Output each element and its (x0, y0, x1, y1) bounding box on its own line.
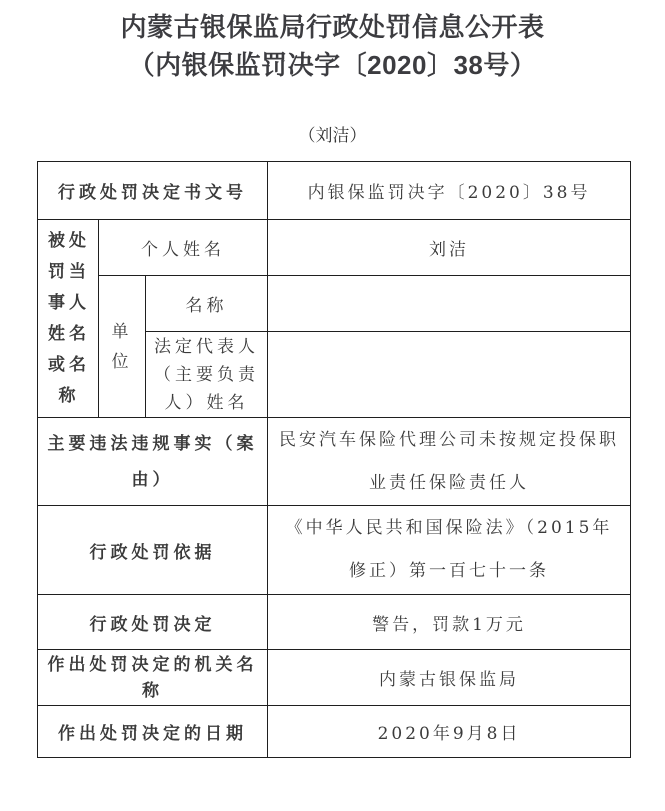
unit-label (99, 276, 146, 418)
decision-authority-value: 内蒙古银保监局 (268, 650, 631, 706)
unit-label-text: 单位 (111, 321, 133, 372)
decision-date-value: 2020年9月8日 (268, 706, 631, 758)
punished-party-label (38, 220, 99, 418)
unit-name-value (268, 276, 631, 332)
penalty-basis-value: 《中华人民共和国保险法》（2015年修正）第一百七十一条 (268, 506, 631, 595)
penalty-basis-label: 行政处罚依据 (38, 506, 268, 595)
individual-name-label: 个人姓名 (99, 220, 268, 276)
legal-representative-label: 法定代表人（主要负责人）姓名 (146, 332, 268, 418)
table-row-individual-name (38, 220, 631, 276)
decision-doc-number-label: 行政处罚决定书文号 (38, 162, 268, 220)
table-row-penalty-decision (38, 595, 631, 650)
individual-name-value: 刘洁 (268, 220, 631, 276)
table-row-decision-doc-number (38, 162, 631, 220)
case-name: （刘洁） (298, 126, 367, 145)
decision-date-label: 作出处罚决定的日期 (38, 706, 268, 758)
table-row-penalty-basis (38, 506, 631, 595)
legal-representative-value (268, 332, 631, 418)
table-row-violation-facts (38, 418, 631, 506)
table-row-unit-name (38, 276, 631, 332)
table-row-decision-date (38, 706, 631, 758)
page-subtitle: （内银保监罚决字〔2020〕38号） (128, 50, 537, 80)
decision-authority-label: 作出处罚决定的机关名称 (38, 650, 268, 706)
penalty-decision-value: 警告，罚款1万元 (268, 595, 631, 650)
punished-party-label-text: 被处罚当事人姓名或名称 (48, 230, 90, 406)
penalty-table (37, 161, 631, 758)
violation-facts-label: 主要违法违规事实（案由） (38, 418, 268, 506)
page-title: 内蒙古银保监局行政处罚信息公开表 (120, 12, 545, 42)
penalty-decision-label: 行政处罚决定 (38, 595, 268, 650)
decision-doc-number-value: 内银保监罚决字〔2020〕38号 (268, 162, 631, 220)
unit-name-label: 名称 (146, 276, 268, 332)
table-row-decision-authority (38, 650, 631, 706)
violation-facts-value: 民安汽车保险代理公司未按规定投保职业责任保险责任人 (268, 418, 631, 506)
